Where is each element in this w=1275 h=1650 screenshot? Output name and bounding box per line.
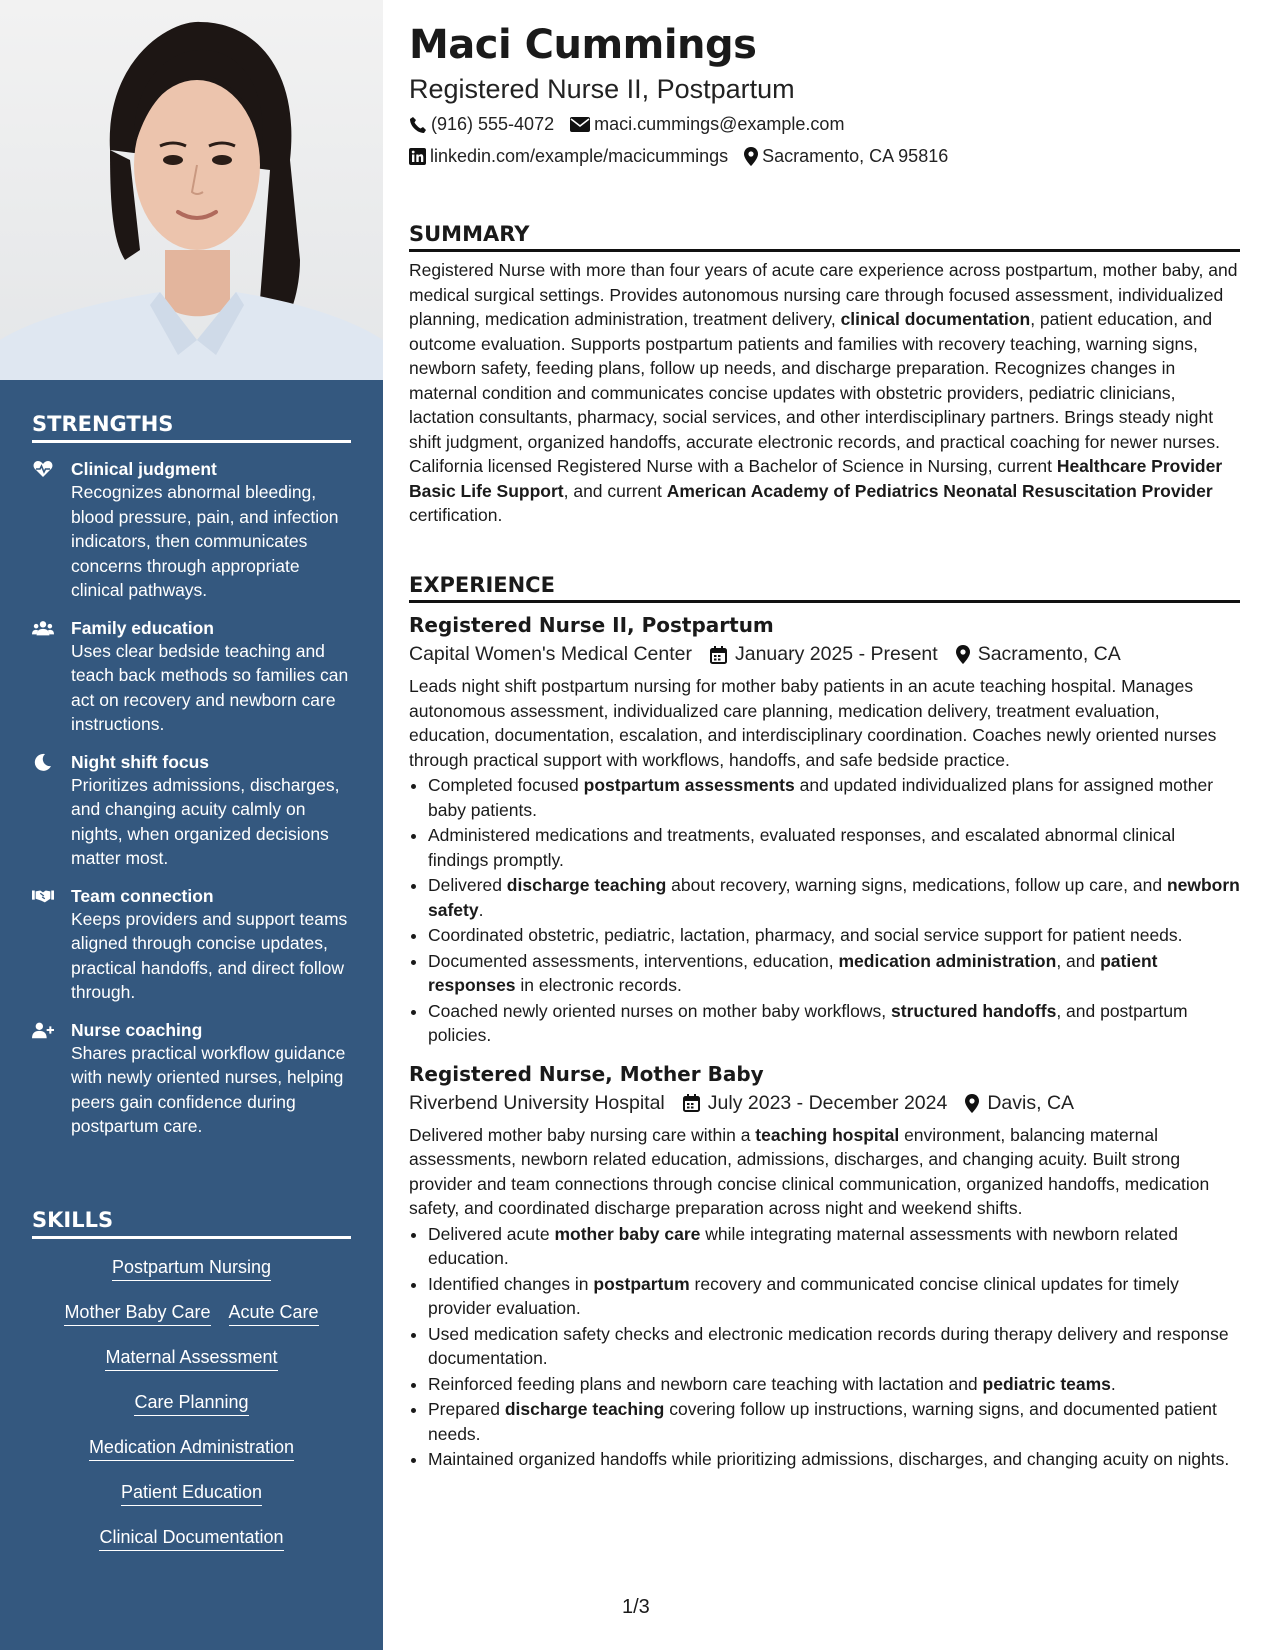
experience-section bbox=[409, 573, 1240, 1473]
job-title: Registered Nurse, Mother Baby bbox=[409, 1061, 764, 1086]
skill-tag: Mother Baby Care bbox=[64, 1300, 210, 1326]
portrait-illustration bbox=[0, 0, 383, 380]
job-location-text: Davis, CA bbox=[987, 1091, 1075, 1114]
skill-row bbox=[32, 1382, 351, 1427]
skills-section bbox=[32, 1208, 351, 1562]
job-entry bbox=[409, 613, 1240, 1048]
job-bullet: • Delivered acute mother baby care while integrating maternal assessments with newborn related education. bbox=[428, 1222, 1240, 1271]
job-title: Registered Nurse II, Postpartum bbox=[409, 613, 774, 637]
job-meta bbox=[409, 1092, 1240, 1115]
bold-keyword: mother baby care bbox=[554, 1223, 701, 1244]
job-meta bbox=[409, 643, 1240, 666]
job-bullets bbox=[409, 1222, 1240, 1472]
skill-row bbox=[32, 1247, 351, 1292]
job-bullet: • Completed focused postpartum assessments and updated individualized plans for assigned mother baby patients. bbox=[428, 773, 1240, 822]
handshake-icon bbox=[32, 887, 54, 905]
users-icon bbox=[32, 619, 54, 637]
bold-keyword: postpartum assessments bbox=[583, 775, 795, 795]
strength-item bbox=[32, 458, 351, 603]
job-bullet: • Identified changes in postpartum recovery and communicated concise clinical updates for timely provider evaluation. bbox=[428, 1272, 1240, 1321]
user-plus-icon bbox=[32, 1021, 54, 1039]
bold-keyword: postpartum bbox=[593, 1273, 690, 1294]
job-dates bbox=[683, 1092, 948, 1115]
calendar-icon bbox=[683, 1094, 700, 1112]
job-bullet: • Reinforced feeding plans and newborn care teaching with lactation and pediatric teams. bbox=[428, 1372, 1240, 1397]
skill-tag: Medication Administration bbox=[89, 1435, 294, 1461]
job-bullet: • Used medication safety checks and electronic medication records during therapy delivery and response documentation. bbox=[428, 1322, 1240, 1371]
job-bullet: • Documented assessments, interventions, education, medication administration, and patient responses in electronic records. bbox=[428, 949, 1240, 998]
email-text: maci.cummings@example.com bbox=[594, 114, 845, 134]
skill-tag: Acute Care bbox=[229, 1300, 319, 1326]
profile-photo bbox=[0, 0, 383, 380]
strength-item bbox=[32, 617, 351, 737]
strength-desc: Keeps providers and support teams aligned through concise updates, practical handoffs, and direct follow through. bbox=[71, 908, 348, 1002]
skills-list bbox=[32, 1247, 351, 1562]
map-pin-icon bbox=[744, 147, 758, 166]
job-bullet: • Delivered discharge teaching about recovery, warning signs, medications, follow up care, and newborn safety. bbox=[428, 873, 1240, 922]
job-bullet: • Prepared discharge teaching covering follow up instructions, warning signs, and documented patient needs. bbox=[428, 1397, 1240, 1446]
bold-keyword: medication administration bbox=[838, 950, 1057, 971]
summary-heading: SUMMARY bbox=[409, 222, 1240, 252]
job-dates bbox=[710, 643, 938, 666]
bold-keyword: structured handoffs bbox=[891, 1000, 1057, 1021]
skill-row bbox=[32, 1337, 351, 1382]
bold-keyword: discharge teaching bbox=[506, 875, 667, 895]
bold-keyword: American Academy of Pediatrics Neonatal Resuscitation Provider bbox=[666, 480, 1213, 501]
heartbeat-icon bbox=[32, 460, 54, 478]
job-location bbox=[965, 1092, 1074, 1115]
job-location bbox=[956, 643, 1121, 666]
job-description: Leads night shift postpartum nursing for mother baby patients in an acute teaching hospital. Manages autonomous assessment, individualized care planning, medication delivery, treatment evaluation, education, documentation, escalation, and interdisciplinary coordination. Coaches newly oriented nurses through practical support with workflows, handoffs, and safe bedside practice. bbox=[409, 676, 1217, 770]
strength-item bbox=[32, 1019, 351, 1139]
job-bullets bbox=[409, 773, 1240, 1048]
job-dates-text: July 2023 - December 2024 bbox=[707, 1091, 948, 1114]
job-entry bbox=[409, 1062, 1240, 1472]
strength-title: Night shift focus bbox=[71, 751, 210, 772]
bold-keyword: newborn safety bbox=[428, 875, 1240, 920]
summary-text: Registered Nurse with more than four years of acute care experience across postpartum, mother baby, and medical surgical settings. Provides autonomous nursing care through focused assessment, individualized planning, medication administration, treatment delivery, clinical documentation, patient education, and outcome evaluation. Supports postpartum patients and families with recovery teaching, warning signs, newborn safety, feeding plans, follow up needs, and discharge preparation. Recognizes changes in maternal condition and communicates concise updates with obstetric providers, pediatric clinicians, lactation consultants, pharmacy, social services, and other interdisciplinary partners. Brings steady night shift judgment, organized handoffs, accurate electronic records, and practical coaching for newer nurses. California licensed Registered Nurse with a Bachelor of Science in Nursing, current Healthcare Provider Basic Life Support, and current American Academy of Pediatrics Neonatal Resuscitation Provider certification. bbox=[409, 260, 1238, 525]
skills-heading: SKILLS bbox=[32, 1208, 351, 1239]
sidebar bbox=[0, 0, 383, 1650]
location-text: Sacramento, CA 95816 bbox=[762, 146, 949, 166]
moon-icon bbox=[32, 753, 54, 771]
candidate-role: Registered Nurse II, Postpartum bbox=[409, 74, 795, 104]
summary-section bbox=[409, 222, 1240, 528]
bold-keyword: teaching hospital bbox=[755, 1124, 900, 1145]
job-bullet: • Administered medications and treatments, evaluated responses, and escalated abnormal clinical findings promptly. bbox=[428, 823, 1240, 872]
strengths-heading: STRENGTHS bbox=[32, 412, 351, 443]
linkedin-contact[interactable] bbox=[409, 146, 728, 167]
job-location-text: Sacramento, CA bbox=[977, 643, 1121, 665]
skill-row bbox=[32, 1427, 351, 1472]
job-employer: Capital Women's Medical Center bbox=[409, 643, 692, 665]
skill-row bbox=[32, 1517, 351, 1562]
linkedin-icon bbox=[409, 148, 426, 165]
linkedin-text: linkedin.com/example/macicummings bbox=[430, 146, 729, 166]
strength-desc: Prioritizes admissions, discharges, and changing acuity calmly on nights, when organized decisions matter most. bbox=[71, 774, 340, 868]
skill-row bbox=[32, 1292, 351, 1337]
strength-desc: Shares practical workflow guidance with newly oriented nurses, helping peers gain confidence during postpartum care. bbox=[71, 1042, 346, 1136]
bold-keyword: patient responses bbox=[428, 950, 1158, 995]
map-pin-icon bbox=[965, 1094, 979, 1113]
job-employer: Riverbend University Hospital bbox=[409, 1091, 665, 1114]
skill-tag: Clinical Documentation bbox=[99, 1525, 283, 1551]
strength-item bbox=[32, 885, 351, 1005]
job-bullet: • Maintained organized handoffs while prioritizing admissions, discharges, and changing acuity on nights. bbox=[428, 1447, 1240, 1472]
contact-line-1 bbox=[409, 114, 844, 135]
skill-tag: Maternal Assessment bbox=[105, 1345, 277, 1371]
job-description: Delivered mother baby nursing care within a teaching hospital environment, balancing maternal assessments, newborn related education, admissions, discharges, and changing acuity. Built strong provider and team connections through concise clinical communication, organized handoffs, medication safety, and coordinated discharge preparation across night and weekend shifts. bbox=[409, 1124, 1210, 1218]
email-contact[interactable] bbox=[570, 114, 844, 135]
phone-icon bbox=[409, 116, 427, 134]
skill-tag: Patient Education bbox=[121, 1480, 262, 1506]
strength-desc: Uses clear bedside teaching and teach back methods so families can act on recovery and newborn care instructions. bbox=[71, 640, 349, 734]
strength-item bbox=[32, 751, 351, 871]
bold-keyword: pediatric teams bbox=[982, 1373, 1111, 1394]
strength-title: Nurse coaching bbox=[71, 1019, 203, 1040]
bold-keyword: Healthcare Provider Basic Life Support bbox=[409, 456, 1223, 501]
phone-contact[interactable] bbox=[409, 114, 554, 135]
strengths-section bbox=[32, 412, 351, 1139]
page-number: 1/3 bbox=[622, 1596, 650, 1618]
skill-tag: Postpartum Nursing bbox=[112, 1255, 271, 1281]
envelope-icon bbox=[570, 117, 590, 132]
calendar-icon bbox=[710, 646, 727, 664]
contact-line-2 bbox=[409, 146, 948, 167]
skill-tag: Care Planning bbox=[134, 1390, 248, 1416]
location-contact bbox=[744, 146, 948, 167]
bold-keyword: discharge teaching bbox=[504, 1399, 665, 1419]
job-bullet: • Coordinated obstetric, pediatric, lactation, pharmacy, and social service support for patient needs. bbox=[428, 923, 1240, 948]
bold-keyword: clinical documentation bbox=[840, 309, 1031, 329]
experience-heading: EXPERIENCE bbox=[409, 573, 1240, 603]
job-dates-text: January 2025 - Present bbox=[734, 643, 938, 665]
job-bullet: • Coached newly oriented nurses on mother baby workflows, structured handoffs, and postpartum policies. bbox=[428, 999, 1240, 1048]
candidate-name: Maci Cummings bbox=[409, 22, 757, 68]
strength-title: Family education bbox=[71, 617, 214, 638]
skill-row bbox=[32, 1472, 351, 1517]
map-pin-icon bbox=[956, 645, 970, 664]
strength-title: Clinical judgment bbox=[71, 459, 217, 479]
strength-desc: Recognizes abnormal bleeding, blood pressure, pain, and infection indicators, then communicates concerns through appropriate clinical pathways. bbox=[71, 482, 339, 600]
phone-text: (916) 555-4072 bbox=[431, 114, 555, 134]
strength-title: Team connection bbox=[71, 885, 214, 906]
